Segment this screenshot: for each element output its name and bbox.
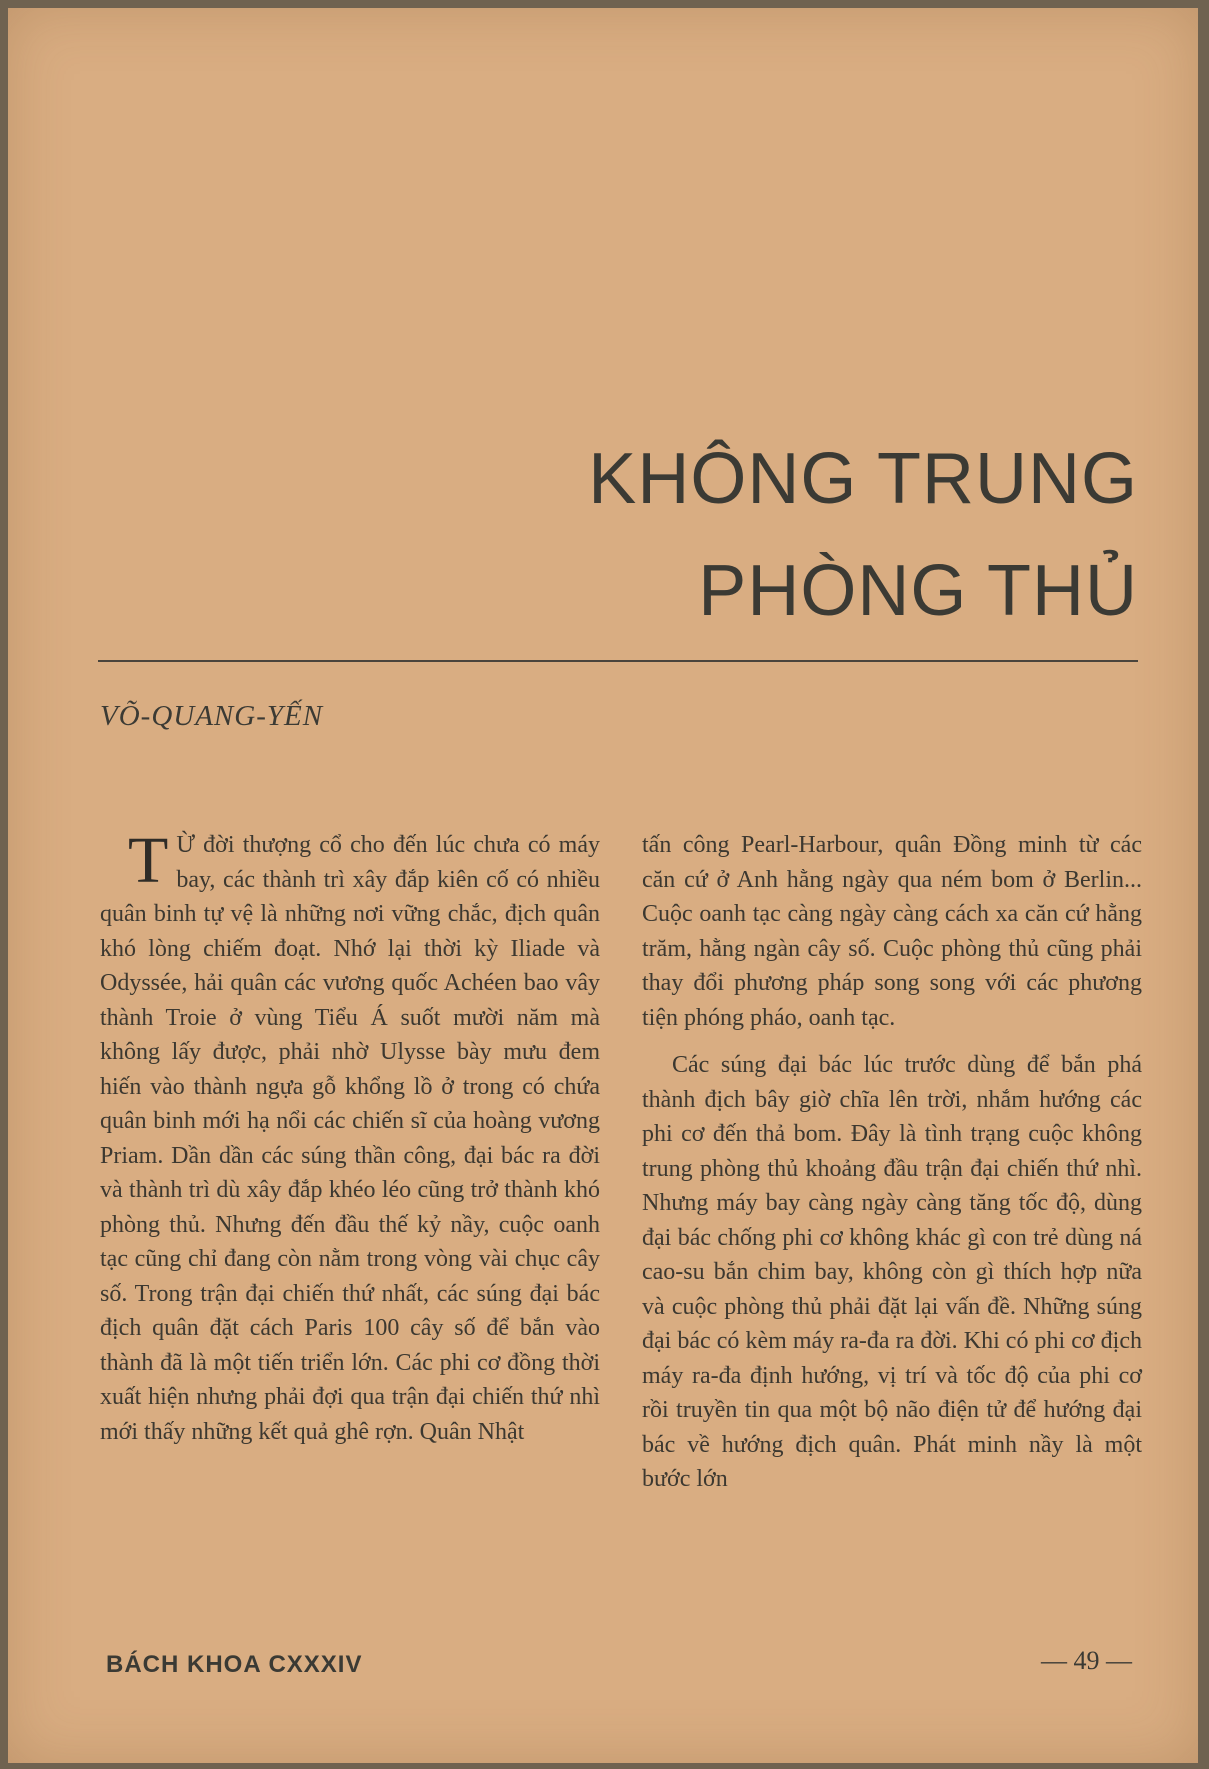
body-paragraph: Các súng đại bác lúc trước dùng để bắn phá thành địch bây giờ chĩa lên trời, nhắm hướng các phi cơ đến thả bom. Đây là tình trạng cuộc không trung phòng thủ khoảng đầu trận đại chiến thứ nhì. Nhưng máy bay càng ngày càng tăng tốc độ, dùng đại bác chống phi cơ không khác gì con trẻ dùng ná cao-su bắn chim bay, không còn gì thích hợp nữa và cuộc phòng thủ phải đặt lại vấn đề. Những súng đại bác có kèm máy ra-đa ra đời. Khi có phi cơ địch máy ra-đa định hướng, vị trí và tốc độ của phi cơ rồi truyền tin qua một bộ não điện tử để hướng đại bác về hướng địch quân. Phát minh nầy là một bước lớn: [642, 1052, 1142, 1492]
left-column-text: Ừ đời thượng cổ cho đến lúc chưa có máy bay, các thành trì xây đắp kiên cố có nhiều quân binh tự vệ là những nơi vững chắc, địch quân khó lòng chiếm đoạt. Nhớ lại thời kỳ Iliade và Odyssée, hải quân các vương quốc Achéen bao vây thành Troie ở vùng Tiểu Á suốt mười năm mà không lấy được, phải nhờ Ulysse bày mưu đem hiến vào thành ngựa gỗ khổng lồ ở trong có chứa quân binh mới hạ nổi các chiến sĩ của hoàng vương Priam. Dần dần các súng thần công, đại bác ra đời và thành trì dù xây đắp khéo léo cũng trở thành khó phòng thủ. Nhưng đến đầu thế kỷ nầy, cuộc oanh tạc cũng chỉ đang còn nằm trong vòng vài chục cây số. Trong trận đại chiến thứ nhất, các súng đại bác địch quân đặt cách Paris 100 cây số để bắn vào thành đã là một tiến triển lớn. Các phi cơ đồng thời xuất hiện nhưng phải đợi qua trận đại chiến thứ nhì mới thấy những kết quả ghê rợn. Quân Nhật: [100, 832, 600, 1445]
body-column-left: [100, 824, 600, 1449]
body-column-right: [642, 828, 1142, 1497]
drop-cap: T: [128, 824, 169, 897]
title-line-2: PHÒNG THỦ: [698, 551, 1138, 631]
publication-name: BÁCH KHOA CXXXIV: [106, 1651, 363, 1678]
article-title: [588, 423, 1138, 647]
magazine-page: [8, 8, 1198, 1763]
title-line-1: KHÔNG TRUNG: [588, 439, 1138, 519]
body-paragraph: tấn công Pearl-Harbour, quân Đồng minh từ các căn cứ ở Anh hằng ngày qua ném bom ở Berlin... Cuộc oanh tạc càng ngày càng cách xa căn cứ hằng trăm, hằng ngàn cây số. Cuộc phòng thủ cũng phải thay đổi phương pháp song song với các phương tiện phóng pháo, oanh tạc.: [642, 832, 1142, 1031]
page-number: — 49 —: [1041, 1646, 1132, 1675]
title-divider: [98, 660, 1138, 662]
body-paragraph: [100, 824, 600, 1449]
article-author: VÕ-QUANG-YẾN: [100, 700, 324, 732]
